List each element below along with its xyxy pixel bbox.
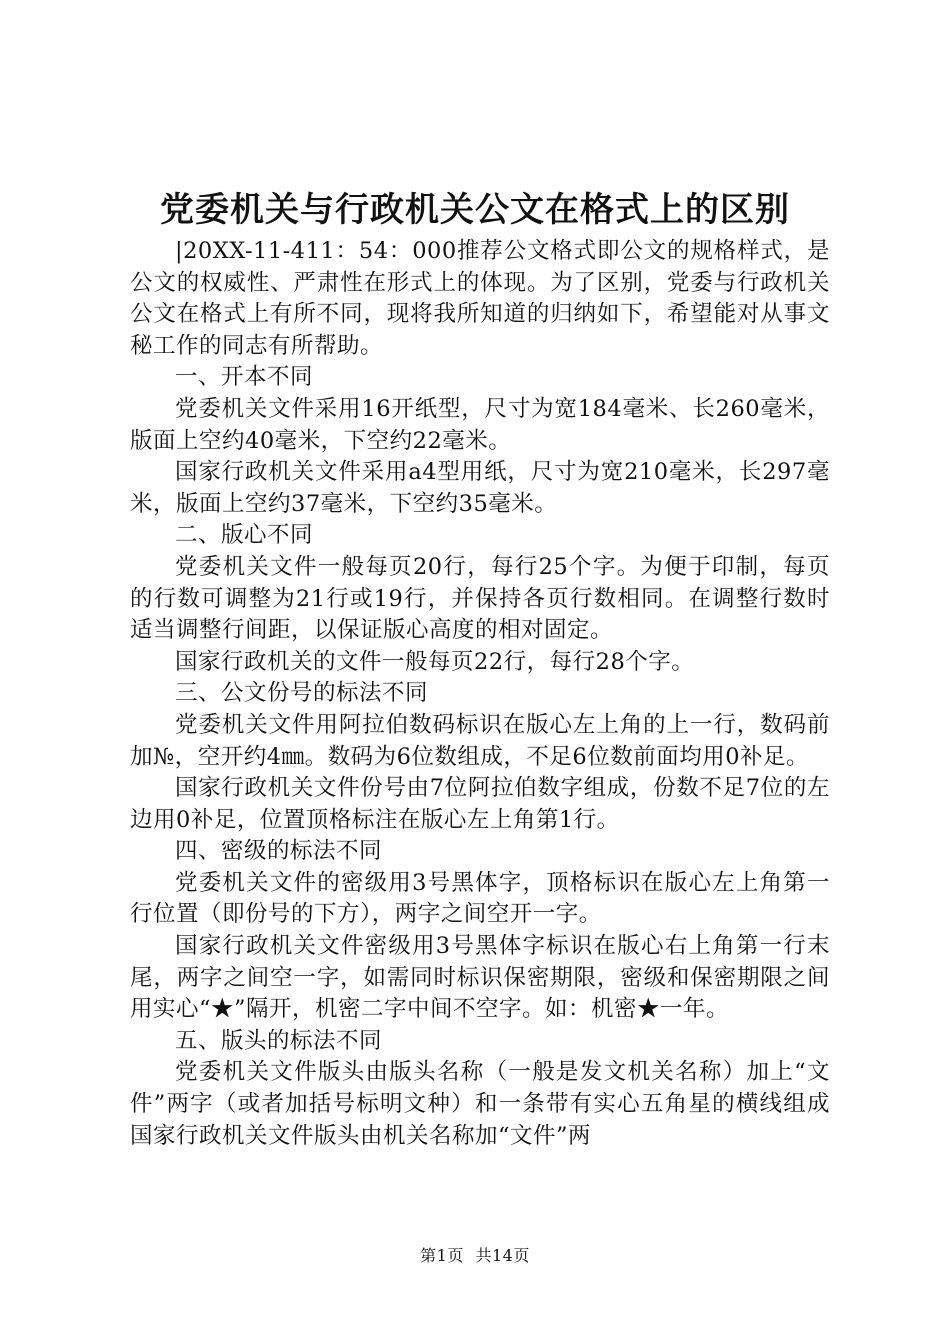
paragraph: 国家行政机关文件份号由7位阿拉伯数字组成，份数不足7位的左边用0补足，位置顶格标注在版心左上角第1行。 <box>130 775 830 833</box>
document-body <box>130 236 830 1152</box>
paragraph: 党委机关文件版头由版头名称（一般是发文机关名称）加上“文件”两字（或者加括号标明文种）和一条带有实心五角星的横线组成国家行政机关文件版头由机关名称加“文件”两 <box>130 1059 830 1149</box>
paragraph: 党委机关文件用阿拉伯数码标识在版心左上角的上一行，数码前加№，空开约4㎜。数码为6位数组成，不足6位数前面均用0补足。 <box>130 711 830 770</box>
paragraph: 国家行政机关文件采用a4型用纸，尺寸为宽210毫米，长297毫米，版面上空约37毫米，下空约35毫米。 <box>130 459 830 517</box>
section-heading-5: 五、版头的标法不同 <box>175 1027 383 1054</box>
section-heading-1: 一、开本不同 <box>175 364 314 391</box>
page-total: 共14页 <box>475 1246 530 1265</box>
paragraph: 党委机关文件一般每页20行，每行25个字。为便于印制，每页的行数可调整为21行或19行，并保持各页行数相同。在调整行数时适当调整行间距，以保证版心高度的相对固定。 <box>130 553 830 644</box>
paragraph: 党委机关文件采用16开纸型，尺寸为宽184毫米、长260毫米，版面上空约40毫米，下空约22毫米。 <box>130 395 830 454</box>
section-heading-4: 四、密级的标法不同 <box>175 838 383 865</box>
paragraph: 党委机关文件的密级用3号黑体字，顶格标识在版心左上角第一行位置（即份号的下方），两字之间空开一字。 <box>130 869 830 928</box>
section-heading-2: 二、版心不同 <box>175 522 314 549</box>
paragraph: 国家行政机关文件密级用3号黑体字标识在版心右上角第一行末尾，两字之间空一字，如需同时标识保密期限，密级和保密期限之间用实心“★”隔开，机密二字中间不空字。如：机密★一年。 <box>130 933 830 1023</box>
paragraph: 国家行政机关的文件一般每页22行，每行28个字。 <box>175 648 695 675</box>
intro-paragraph: |20XX-11-411：54：000推荐公文格式即公文的规格样式，是公文的权威性、严肃性在形式上的体现。为了区别，党委与行政机关公文在格式上有所不同，现将我所知道的归纳如下，希望能对从事文秘工作的同志有所帮助。 <box>130 238 830 359</box>
document-title: 党委机关与行政机关公文在格式上的区别 <box>160 190 790 230</box>
page-footer <box>0 1243 950 1266</box>
page-number: 第1页 <box>420 1246 464 1265</box>
section-heading-3: 三、公文份号的标法不同 <box>175 680 429 707</box>
